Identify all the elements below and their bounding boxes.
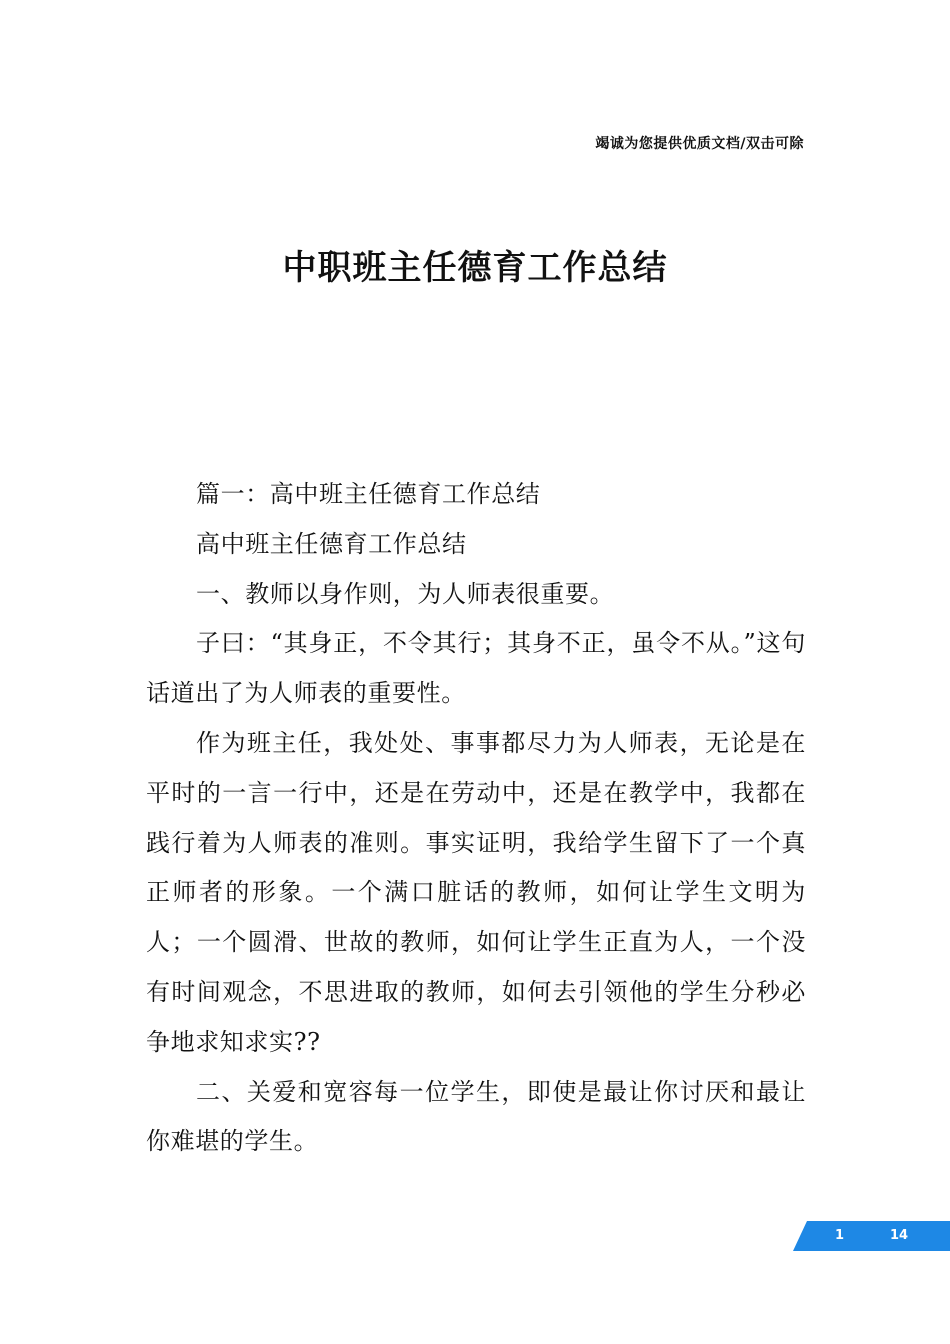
paragraph: 作为班主任，我处处、事事都尽力为人师表，无论是在平时的一言一行中，还是在劳动中，还是在教学中，我都在践行着为人师表的准则。事实证明，我给学生留下了一个真正师者的形象。一个满口脏话的教师，如何让学生文明为人；一个圆滑、世故的教师，如何让学生正直为人，一个没有时间观念，不思进取的教师，如何去引领他的学生分秒必争地求知求实?? [146,728,806,1056]
paragraph: 子曰：“其身正，不令其行；其身不正，虽令不从。”这句话道出了为人师表的重要性。 [146,629,806,708]
paragraph: 篇一：高中班主任德育工作总结 [196,480,541,508]
paragraph: 一、教师以身作则，为人师表很重要。 [196,579,615,608]
page-number-band [793,1221,950,1251]
current-page-number: 1 [835,1228,845,1243]
document-title: 中职班主任德育工作总结 [282,248,668,288]
document-body [146,470,806,1167]
total-page-count: 14 [890,1228,909,1243]
header-note: 竭诚为您提供优质文档/双击可除 [595,136,804,152]
paragraph: 高中班主任德育工作总结 [196,529,467,558]
paragraph: 二、关爱和宽容每一位学生，即使是最让你讨厌和最让你难堪的学生。 [146,1077,806,1156]
page-band-shape [793,1221,950,1251]
